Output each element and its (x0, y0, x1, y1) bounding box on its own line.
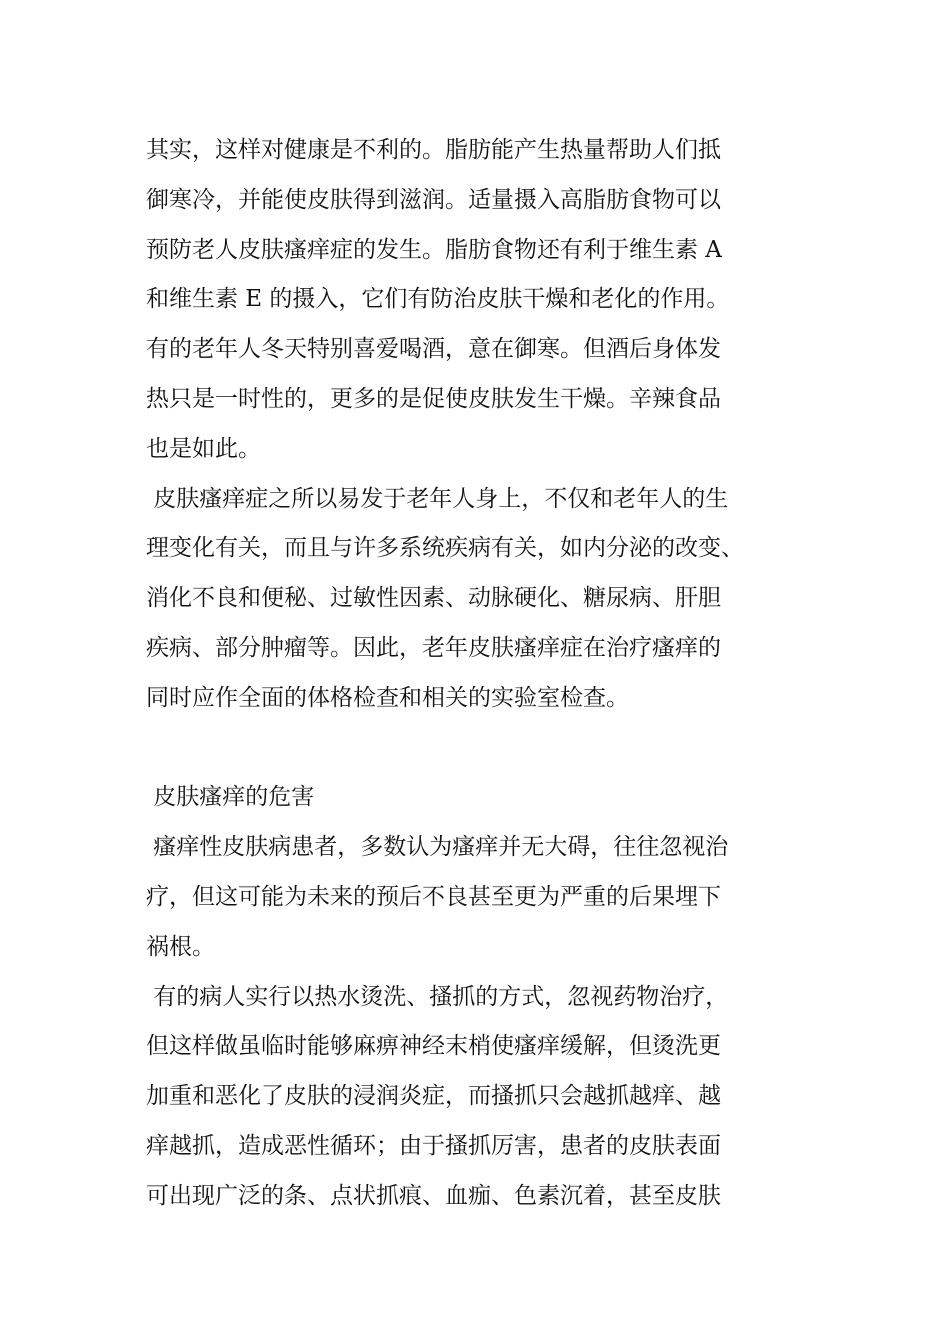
text-line: 疗，但这可能为未来的预后不良甚至更为严重的后果埋下 (146, 883, 721, 910)
blank-line (146, 724, 806, 774)
text-line: 有的老年人冬天特别喜爱喝酒，意在御寒。但酒后身体发 (146, 336, 721, 363)
text-line: 同时应作全面的体格检查和相关的实验室检查。 (146, 684, 629, 711)
paragraph-diet (146, 126, 806, 475)
paragraph-neglect (146, 823, 806, 972)
text-line: 加重和恶化了皮肤的浸润炎症，而搔抓只会越抓越痒、越 (146, 1083, 721, 1110)
document-body (146, 126, 806, 1222)
text-line: 但这样做虽临时能够麻痹神经末梢使瘙痒缓解，但烫洗更 (146, 1033, 721, 1060)
text-line: 痒越抓，造成恶性循环；由于搔抓厉害，患者的皮肤表面 (146, 1132, 721, 1159)
paragraph-causes (146, 475, 806, 724)
text-line: 御寒冷，并能使皮肤得到滋润。适量摄入高脂肪食物可以 (146, 186, 721, 213)
text-line: 热只是一时性的，更多的是促使皮肤发生干燥。辛辣食品 (146, 385, 721, 412)
text-line: 消化不良和便秘、过敏性因素、动脉硬化、糖尿病、肝胆 (146, 585, 721, 612)
text-line: 和维生素 E 的摄入，它们有防治皮肤干燥和老化的作用。 (146, 286, 730, 313)
text-line: 可出现广泛的条、点状抓痕、血痂、色素沉着，甚至皮肤 (146, 1182, 721, 1209)
section-heading: 皮肤瘙痒的危害 (146, 784, 315, 811)
text-line: 祸根。 (146, 933, 215, 960)
text-line: 瘙痒性皮肤病患者，多数认为瘙痒并无大碍，往往忽视治 (146, 834, 729, 861)
text-line: 有的病人实行以热水烫洗、搔抓的方式，忽视药物治疗， (146, 983, 729, 1010)
text-line: 也是如此。 (146, 435, 261, 462)
text-line: 皮肤瘙痒症之所以易发于老年人身上，不仅和老年人的生 (146, 485, 729, 512)
text-line: 其实，这样对健康是不利的。脂肪能产生热量帮助人们抵 (146, 137, 721, 163)
text-line: 预防老人皮肤瘙痒症的发生。脂肪食物还有利于维生素 A (146, 236, 722, 263)
text-line: 疾病、部分肿瘤等。因此，老年皮肤瘙痒症在治疗瘙痒的 (146, 634, 721, 661)
text-line: 理变化有关，而且与许多系统疾病有关，如内分泌的改变、 (146, 535, 744, 562)
paragraph-scratching (146, 973, 806, 1222)
